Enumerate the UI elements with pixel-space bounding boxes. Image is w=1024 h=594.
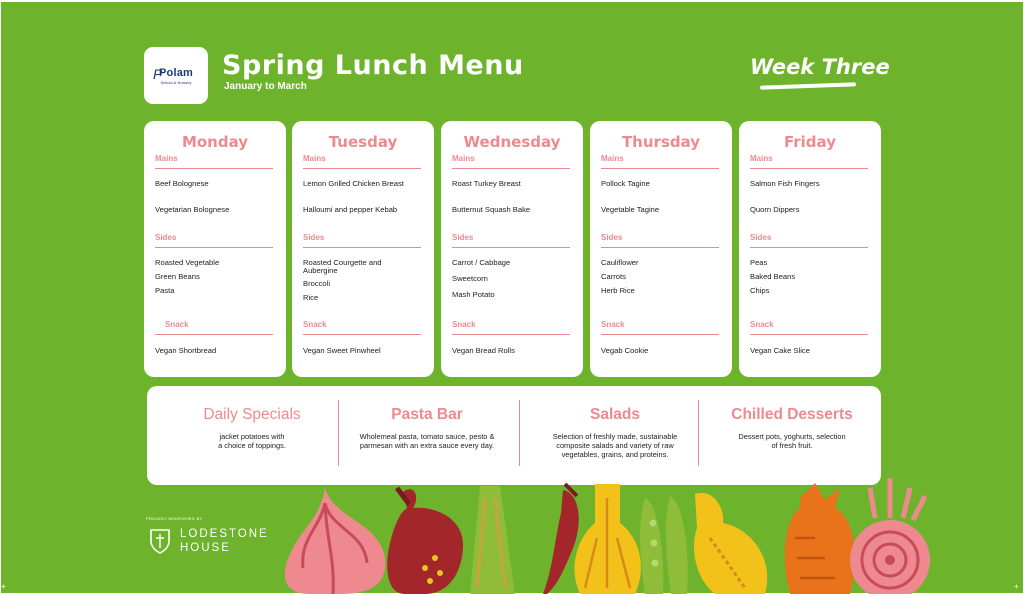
special-title: Daily Specials [203, 406, 301, 423]
side-item: Broccoli [303, 279, 331, 288]
side-item: Roasted Courgette and Aubergine [303, 258, 382, 275]
side-item: Roasted Vegetable [155, 258, 220, 267]
proudly-nourished-label: PROUDLY NOURISHED BY [146, 516, 203, 521]
snack-item: Vegan Sweet Pinwheel [303, 346, 381, 355]
week-label: Week Three [750, 55, 890, 79]
day-card-wednesday [441, 121, 583, 377]
divider [698, 400, 699, 466]
snack-heading: Snack [601, 320, 719, 335]
special-text [525, 432, 705, 459]
special-daily [167, 406, 337, 450]
courgette-icon [470, 486, 515, 594]
side-item: Peas [750, 258, 768, 267]
special-text-line: a choice of toppings. [218, 441, 286, 450]
day-card-thursday [590, 121, 732, 377]
special-text-line: Selection of freshly made, sustainable [552, 432, 678, 441]
day-name: Thursday [621, 133, 701, 151]
special-text [343, 432, 511, 450]
logo-name: Polam [158, 66, 193, 79]
day-name: Wednesday [463, 133, 561, 151]
main-item: Halloumi and pepper Kebab [303, 205, 398, 214]
day-name: Tuesday [328, 133, 398, 151]
main-item: Roast Turkey Breast [452, 179, 521, 188]
menu-subtitle: January to March [224, 81, 307, 92]
special-text-line: Wholemeal pasta, tomato sauce, pesto & [359, 432, 495, 441]
snack-item: Vegab Cookie [601, 346, 649, 355]
day-card-monday [144, 121, 286, 377]
snack-item: Vegan Shortbread [155, 346, 217, 355]
vegetable-illustration [285, 478, 935, 594]
menu-title: Spring Lunch Menu [222, 50, 524, 81]
side-item: Carrots [601, 272, 626, 281]
special-chilled-desserts [707, 406, 877, 450]
side-item: Chips [750, 286, 770, 295]
mains-heading: Mains [155, 154, 273, 169]
main-item: Salmon Fish Fingers [750, 179, 820, 188]
day-card-tuesday [292, 121, 434, 377]
side-item: Pasta [155, 286, 175, 295]
snack-heading: Snack [155, 320, 273, 335]
squash-icon [575, 484, 641, 594]
pea-pod-icon [640, 496, 688, 594]
logo-sub: School & Nursery [160, 79, 192, 85]
divider [338, 400, 339, 466]
side-item: Sweetcorn [452, 274, 488, 283]
side-item: Baked Beans [750, 272, 796, 281]
special-text-line: vegetables, grains, and proteins. [561, 450, 669, 459]
sides-heading: Sides [750, 233, 868, 248]
divider [519, 400, 520, 466]
side-item: Rice [303, 293, 319, 302]
special-text-line: composite salads and variety of raw [556, 441, 674, 450]
lodestone-house-logo [180, 527, 269, 555]
main-item: Lemon Grilled Chicken Breast [303, 179, 404, 188]
sides-heading: Sides [601, 233, 719, 248]
special-title: Pasta Bar [391, 406, 463, 423]
main-item: Quorn Dippers [750, 205, 800, 214]
special-text [167, 432, 337, 450]
logo-mark-icon: P [153, 66, 163, 82]
side-item: Carrot / Cabbage [452, 258, 511, 267]
main-item: Vegetable Tagine [601, 205, 660, 214]
special-title: Salads [590, 406, 640, 423]
crop-mark-icon: + [1, 582, 6, 591]
special-text-line: of fresh fruit. [771, 441, 813, 450]
red-pepper-icon [387, 488, 463, 594]
snack-heading: Snack [303, 320, 421, 335]
carrot-icon [785, 483, 855, 594]
snack-item: Vegan Bread Rolls [452, 346, 515, 355]
special-text-line: Dessert pots, yoghurts, selection [738, 432, 846, 441]
mains-heading: Mains [452, 154, 570, 169]
mains-heading: Mains [750, 154, 868, 169]
main-item: Butternut Squash Bake [452, 205, 531, 214]
chilli-icon [543, 484, 579, 594]
special-title: Chilled Desserts [731, 406, 853, 423]
onion-icon [285, 488, 385, 594]
brand-line-1: LODESTONE [180, 528, 269, 540]
sides-heading: Sides [303, 233, 421, 248]
mains-heading: Mains [601, 154, 719, 169]
special-text-line: parmesan with an extra sauce every day. [359, 441, 495, 450]
side-item: Cauliflower [601, 258, 639, 267]
beetroot-icon [850, 478, 930, 594]
special-pasta-bar [343, 406, 511, 450]
main-item: Pollock Tagine [601, 179, 650, 188]
special-text [707, 432, 877, 450]
yellow-pepper-icon [694, 493, 767, 594]
snack-heading: Snack [452, 320, 570, 335]
mains-heading: Mains [303, 154, 421, 169]
side-item: Herb Rice [601, 286, 635, 295]
day-name: Friday [783, 133, 836, 151]
main-item: Vegetarian Bolognese [155, 205, 230, 214]
lodestone-crest-icon [148, 528, 172, 554]
side-item: Green Beans [155, 272, 200, 281]
brand-line-2: HOUSE [180, 542, 231, 554]
snack-heading: Snack [750, 320, 868, 335]
crop-mark-icon: + [1014, 582, 1019, 591]
day-card-friday [739, 121, 881, 377]
sides-heading: Sides [452, 233, 570, 248]
sides-heading: Sides [155, 233, 273, 248]
day-name: Monday [181, 133, 249, 151]
specials-panel [147, 386, 881, 485]
main-item: Beef Bolognese [155, 179, 209, 188]
school-logo [144, 47, 208, 104]
side-item: Mash Potato [452, 290, 495, 299]
special-salads [525, 406, 705, 459]
special-text-line: jacket potatoes with [219, 432, 285, 441]
snack-item: Vegan Cake Slice [750, 346, 810, 355]
